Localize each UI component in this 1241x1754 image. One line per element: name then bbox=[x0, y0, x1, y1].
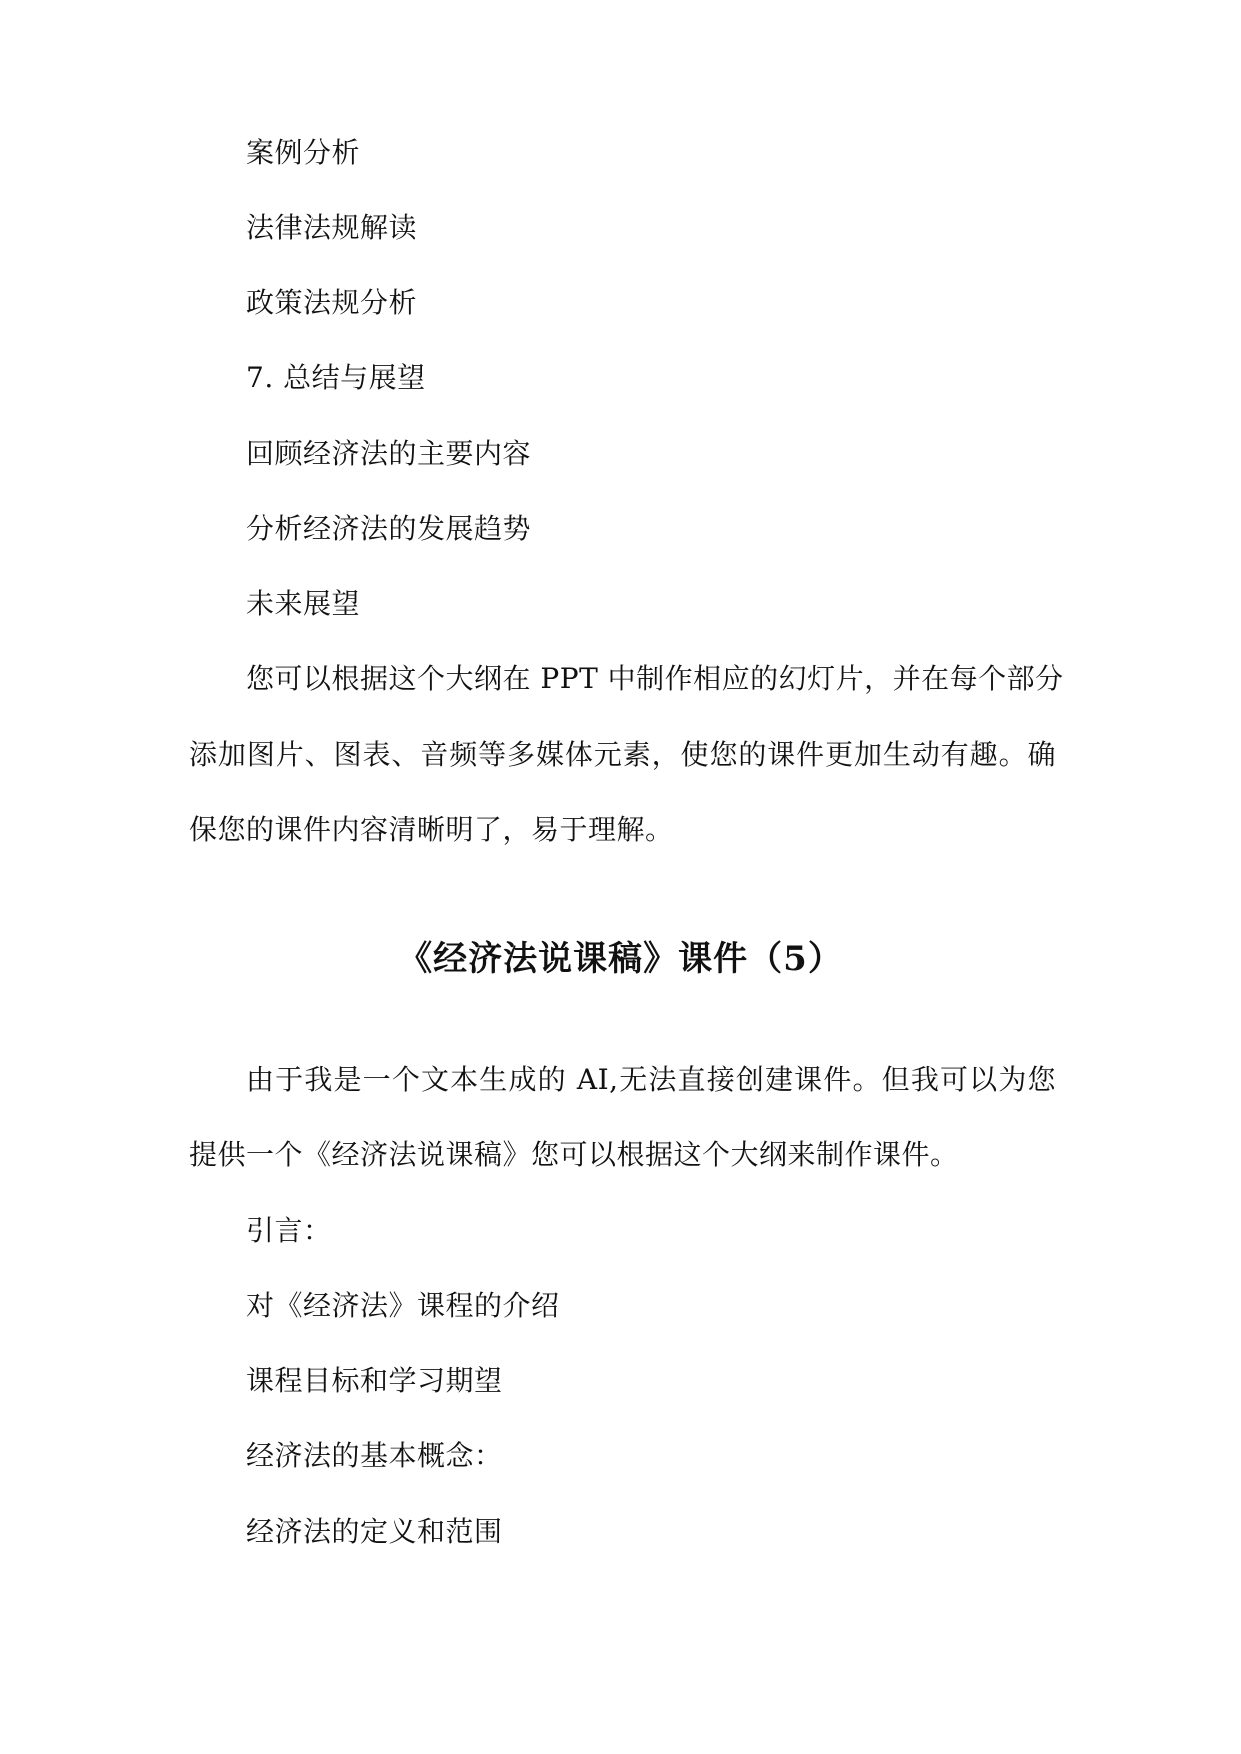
list-item: 政策法规分析 bbox=[246, 286, 418, 319]
list-item: 经济法的定义和范围 bbox=[246, 1515, 503, 1548]
list-item: 未来展望 bbox=[246, 587, 361, 620]
paragraph-line: 提供一个《经济法说课稿》您可以根据这个大纲来制作课件。 bbox=[189, 1138, 959, 1171]
paragraph-line: 添加图片、图表、音频等多媒体元素，使您的课件更加生动有趣。确 bbox=[189, 738, 1056, 771]
list-item: 对《经济法》课程的介绍 bbox=[246, 1289, 560, 1322]
section-heading: 7. 总结与展望 bbox=[246, 361, 426, 394]
list-item: 课程目标和学习期望 bbox=[246, 1364, 503, 1397]
list-item: 案例分析 bbox=[246, 136, 361, 169]
list-item: 引言： bbox=[246, 1214, 332, 1247]
list-item: 回顾经济法的主要内容 bbox=[246, 437, 532, 470]
page-title: 《经济法说课稿》课件（5） bbox=[398, 939, 843, 979]
paragraph-line: 您可以根据这个大纲在 PPT 中制作相应的幻灯片，并在每个部分 bbox=[246, 662, 1064, 695]
paragraph-line: 由于我是一个文本生成的 AI,无法直接创建课件。但我可以为您 bbox=[246, 1063, 1056, 1096]
list-item: 分析经济法的发展趋势 bbox=[246, 512, 532, 545]
list-item: 法律法规解读 bbox=[246, 211, 418, 244]
paragraph-line: 保您的课件内容清晰明了，易于理解。 bbox=[189, 813, 674, 846]
list-item: 经济法的基本概念： bbox=[246, 1439, 503, 1472]
